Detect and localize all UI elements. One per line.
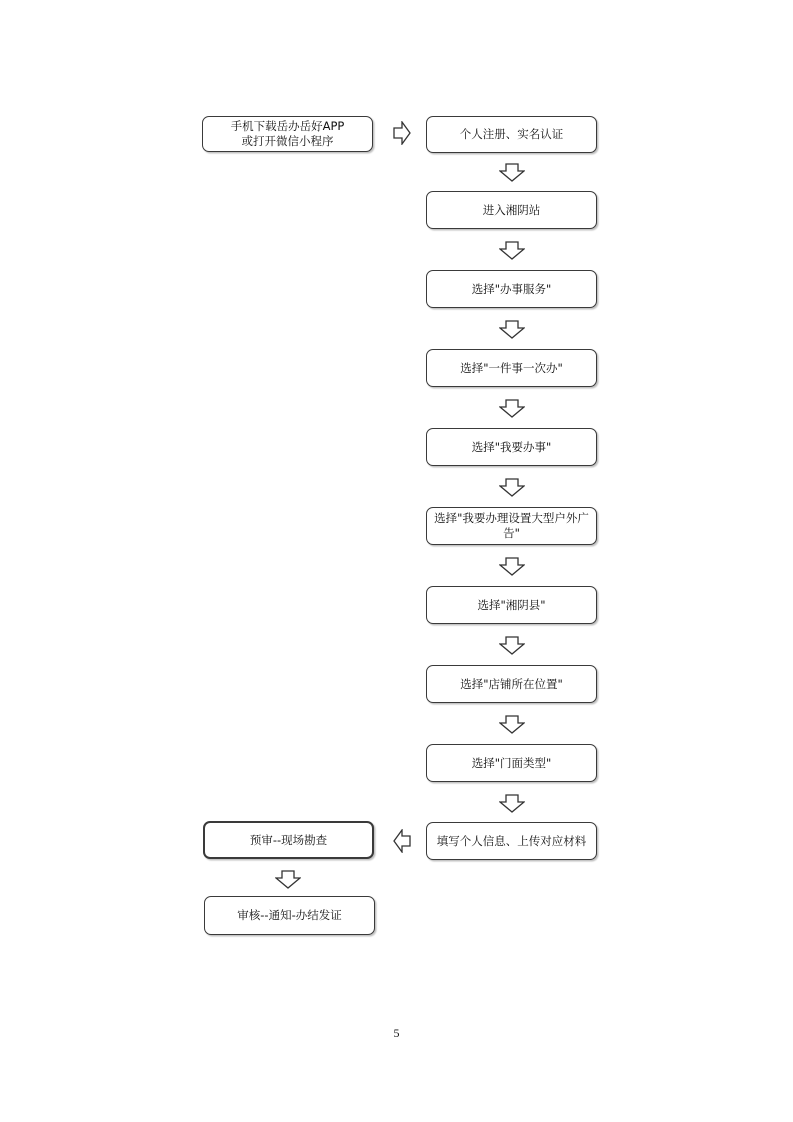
down-arrow-icon (499, 794, 525, 813)
down-arrow-icon (499, 557, 525, 576)
review-label: 预审--现场勘查 (249, 832, 328, 847)
down-arrow-icon (499, 241, 525, 260)
step-county (426, 586, 597, 624)
down-arrow-icon (499, 320, 525, 339)
final-box (204, 896, 375, 935)
step-label: 选择"我要办事" (471, 439, 552, 454)
down-arrow-icon (499, 715, 525, 734)
final-label: 审核--通知-办结发证 (237, 908, 342, 922)
review-box (203, 821, 374, 859)
start-box (202, 116, 373, 152)
step-label: 进入湘阴站 (482, 202, 541, 217)
step-enter-station (426, 191, 597, 229)
start-line-1: 手机下载岳办岳好APP (230, 119, 345, 133)
step-shop-location (426, 665, 597, 703)
down-arrow-icon (499, 399, 525, 418)
step-one-thing (426, 349, 597, 387)
start-line-2: 或打开微信小程序 (241, 134, 334, 148)
down-arrow-icon (499, 636, 525, 655)
step-label: 选择"门面类型" (471, 755, 552, 770)
step-service (426, 270, 597, 308)
step-register (426, 116, 597, 153)
step-label: 选择"办事服务" (471, 281, 552, 296)
step-label: 选择"一件事一次办" (460, 360, 563, 375)
step-label: 填写个人信息、上传对应材料 (436, 833, 587, 848)
step-fill-info (426, 822, 597, 860)
step-my-task (426, 428, 597, 466)
down-arrow-icon (499, 163, 525, 182)
step-label: 选择"湘阴县" (477, 597, 546, 612)
step-label: 选择"店铺所在位置" (460, 676, 563, 691)
left-arrow-icon (393, 829, 411, 853)
down-arrow-icon (275, 870, 301, 889)
step-label: 个人注册、实名认证 (459, 127, 564, 141)
down-arrow-icon (499, 478, 525, 497)
step-label: 选择"我要办理设置大型户外广告" (434, 511, 589, 540)
step-storefront-type (426, 744, 597, 782)
page-number: 5 (393, 1026, 400, 1040)
step-outdoor-ad (426, 507, 597, 545)
right-arrow-icon (393, 121, 411, 145)
